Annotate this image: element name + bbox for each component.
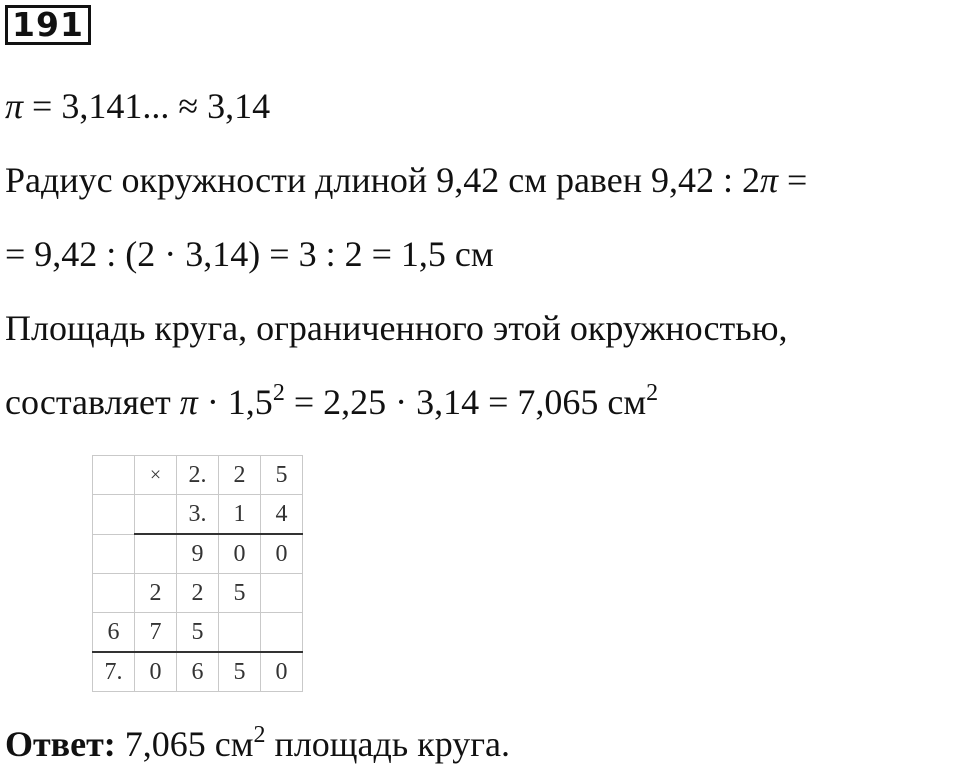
grid-cell: 1 bbox=[219, 495, 261, 535]
grid-cell: 2 bbox=[219, 456, 261, 495]
answer-line bbox=[5, 722, 510, 766]
times-sign: × bbox=[135, 456, 177, 495]
multiplication-grid bbox=[92, 455, 303, 692]
grid-cell: 5 bbox=[219, 652, 261, 692]
grid-cell: 3. bbox=[177, 495, 219, 535]
answer-text-b: площадь круга. bbox=[265, 724, 510, 764]
radius-text: Радиус окружности длиной 9,42 см равен 9,42 : 2 bbox=[5, 160, 760, 200]
area-text-b: · 1,5 bbox=[197, 382, 273, 422]
grid-cell bbox=[261, 574, 303, 613]
grid-cell: 2 bbox=[177, 574, 219, 613]
pi-symbol: π bbox=[759, 160, 779, 200]
radius-tail: = bbox=[778, 160, 808, 200]
grid-cell bbox=[93, 495, 135, 535]
pi-symbol: π bbox=[179, 382, 198, 422]
exponent: 2 bbox=[253, 722, 266, 748]
grid-cell bbox=[219, 613, 261, 653]
grid-cell: 9 bbox=[177, 534, 219, 574]
grid-row bbox=[93, 495, 303, 535]
area-calculation-line bbox=[5, 380, 658, 424]
grid-cell: 0 bbox=[219, 534, 261, 574]
grid-row bbox=[93, 534, 303, 574]
grid-cell bbox=[93, 534, 135, 574]
grid-cell: 6 bbox=[177, 652, 219, 692]
grid-cell bbox=[93, 456, 135, 495]
answer-text-a: 7,065 см bbox=[115, 724, 254, 764]
problem-number: 191 bbox=[5, 5, 91, 45]
radius-line bbox=[5, 158, 807, 202]
grid-cell: 0 bbox=[135, 652, 177, 692]
grid-cell: 2. bbox=[177, 456, 219, 495]
grid-row bbox=[93, 652, 303, 692]
grid-row bbox=[93, 456, 303, 495]
grid-cell bbox=[135, 534, 177, 574]
exponent: 2 bbox=[646, 380, 659, 406]
grid-cell: 2 bbox=[135, 574, 177, 613]
grid-row bbox=[93, 613, 303, 653]
grid-cell: 7. bbox=[93, 652, 135, 692]
radius-calculation-line: = 9,42 : (2 · 3,14) = 3 : 2 = 1,5 см bbox=[5, 234, 494, 274]
grid-cell bbox=[135, 495, 177, 535]
grid-cell: 0 bbox=[261, 534, 303, 574]
grid-cell bbox=[261, 613, 303, 653]
grid-cell: 7 bbox=[135, 613, 177, 653]
grid-cell: 6 bbox=[93, 613, 135, 653]
grid-cell: 5 bbox=[219, 574, 261, 613]
exponent: 2 bbox=[272, 380, 285, 406]
area-intro-line: Площадь круга, ограниченного этой окружностью, bbox=[5, 308, 788, 348]
area-text-a: составляет bbox=[5, 382, 180, 422]
answer-label: Ответ: bbox=[5, 724, 116, 764]
pi-approximation-line bbox=[5, 84, 270, 128]
grid-cell: 5 bbox=[261, 456, 303, 495]
grid-cell: 5 bbox=[177, 613, 219, 653]
grid-cell: 4 bbox=[261, 495, 303, 535]
area-text-c: = 2,25 · 3,14 = 7,065 см bbox=[284, 382, 647, 422]
pi-approximation-text: = 3,141... ≈ 3,14 bbox=[23, 86, 271, 126]
grid-cell: 0 bbox=[261, 652, 303, 692]
grid-row bbox=[93, 574, 303, 613]
pi-symbol: π bbox=[5, 86, 24, 126]
grid-cell bbox=[93, 574, 135, 613]
